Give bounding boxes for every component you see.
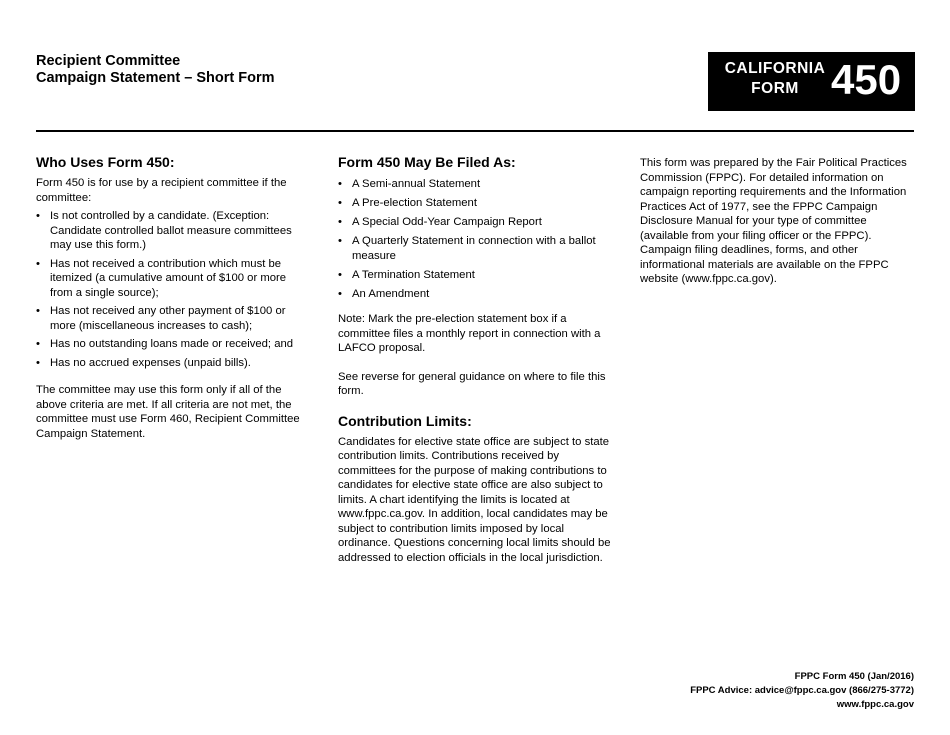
list-item: • Has not received any other payment of $100 or more (miscellaneous increases to cash); bbox=[36, 304, 311, 333]
filed-as-reverse-note: See reverse for general guidance on where to file this form. bbox=[338, 370, 606, 397]
filed-as-list bbox=[338, 177, 618, 301]
contribution-limits-heading: Contribution Limits: bbox=[338, 412, 472, 429]
who-uses-heading: Who Uses Form 450: bbox=[36, 154, 175, 170]
who-uses-closing: The committee may use this form only if all of the above criteria are met. If all criteria are not met, the committee must use Form 460, Recipient Committee Campaign Statement. bbox=[36, 384, 300, 440]
who-uses-section bbox=[36, 153, 311, 441]
form-number: 450 bbox=[831, 56, 902, 103]
footer-form-version: FPPC Form 450 (Jan/2016) bbox=[794, 671, 914, 682]
list-item: • A Termination Statement bbox=[338, 268, 618, 283]
list-item: • Has no outstanding loans made or received; and bbox=[36, 337, 311, 352]
list-item: • A Pre-election Statement bbox=[338, 196, 618, 211]
who-uses-intro: Form 450 is for use by a recipient committee if the committee: bbox=[36, 177, 287, 204]
form-footer bbox=[690, 670, 914, 712]
filed-as-note: Note: Mark the pre-election statement box if a committee files a monthly report in connection with a LAFCO proposal. bbox=[338, 313, 601, 354]
form-title-line1: Recipient Committee bbox=[36, 53, 181, 69]
list-item: • Has not received a contribution which must be itemized (a cumulative amount of $100 or more from a single source); bbox=[36, 257, 311, 301]
contribution-limits-text: Candidates for elective state office are subject to state contribution limits. Contributions received by committees for the purpose of making contributions to candidates for elective state office are also subject to limits. A chart identifying the limits is located at www.fppc.ca.gov. In addition, local candidates may be subject to contribution limits imposed by local ordinance. Questions concerning local limits should be addressed to election officials in the local jurisdiction. bbox=[338, 435, 611, 564]
list-item: • Has no accrued expenses (unpaid bills). bbox=[36, 356, 311, 371]
badge-label-line1: CALIFORNIA bbox=[724, 60, 826, 77]
list-item: • A Special Odd-Year Campaign Report bbox=[338, 215, 618, 230]
header-divider bbox=[36, 130, 914, 132]
footer-website: www.fppc.ca.gov bbox=[836, 699, 914, 710]
badge-label-line2: FORM bbox=[751, 80, 799, 97]
fppc-info-text: This form was prepared by the Fair Political Practices Commission (FPPC). For detailed information on campaign reporting requirements and the Information Practices Act of 1977, see the FPPC Campaign Disclosure Manual for your type of committee (available from your filing officer or the FPPC). Campaign filing deadlines, forms, and other informational materials are available on the FPPC website (www.fppc.ca.gov). bbox=[640, 157, 907, 285]
fppc-info-section bbox=[640, 156, 914, 287]
footer-advice-contact: FPPC Advice: advice@fppc.ca.gov (866/275-3772) bbox=[690, 685, 914, 696]
form-title bbox=[36, 53, 274, 87]
filed-as-heading: Form 450 May Be Filed As: bbox=[338, 154, 516, 170]
filed-as-section bbox=[338, 153, 618, 565]
form-title-line2: Campaign Statement – Short Form bbox=[36, 70, 275, 86]
form-number-badge bbox=[708, 52, 915, 111]
badge-label bbox=[720, 59, 830, 99]
list-item: • A Quarterly Statement in connection with a ballot measure bbox=[338, 234, 618, 263]
list-item: • Is not controlled by a candidate. (Exception: Candidate controlled ballot measure committees may use this form.) bbox=[36, 209, 311, 253]
who-uses-list bbox=[36, 209, 311, 370]
list-item: • An Amendment bbox=[338, 287, 618, 302]
list-item: • A Semi-annual Statement bbox=[338, 177, 618, 192]
